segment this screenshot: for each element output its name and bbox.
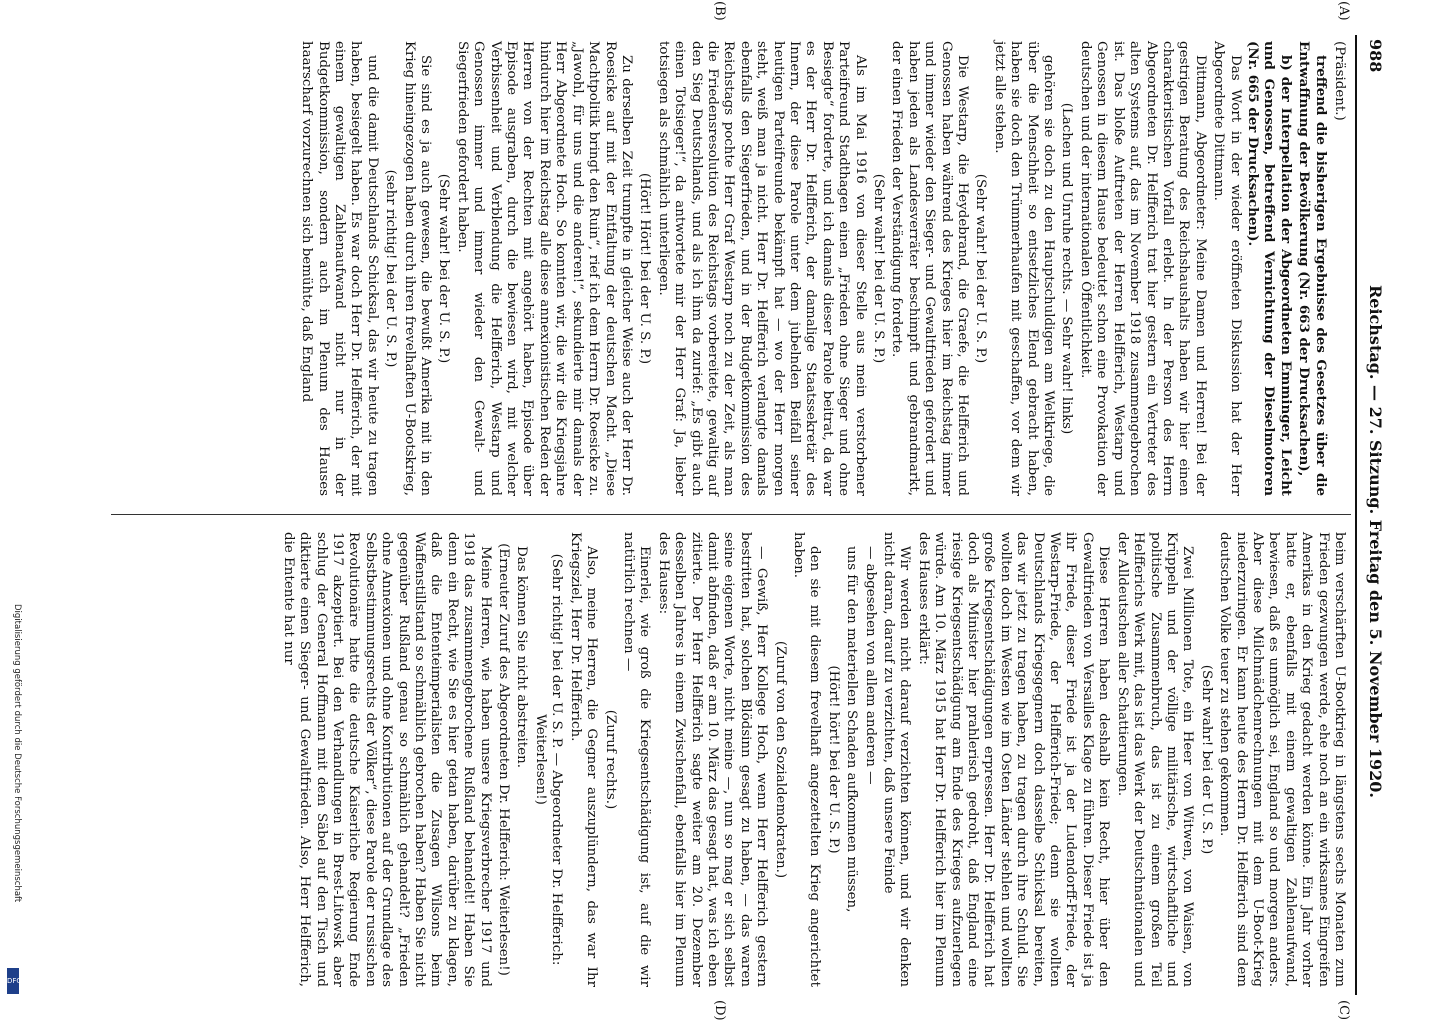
left-column-paragraph: Die Westarp, die Heydebrand, die Graefe, die Helfferich und Genossen haben während des Krieges hier im Reichstag immer und immer wieder den Sieger- und Gewaltfrieden gefordert und haben jeden als Landesverräter beschimpft und gebrandmarkt, der einen Frieden der Verständigung forderte. — [889, 41, 971, 496]
right-column-paragraph: (Hört! hört! bei der U. S. P.) — [825, 665, 841, 854]
right-column-paragraph: Meine Herren, wie haben unsere Kriegsverbrecher 1917 und 1918 das zusammengebrochene Rußland behandelt! Haben Sie denn ein Recht, wie Sie es hier getan haben, darüber zu klagen, daß die Ententeimperialisten die Zusagen Wilsons beim Waffenstillstand so schmählich gebrochen haben? Haben Sie nicht gegenüber Rußland genau so schmählich gehandelt? „Frieden ohne Annexionen und ohne Kontributionen auf der Grundlage des Selbstbestimmungsrechts der Völker“, diese Parole der russischen Revolutionäre hatte die deutsche Kaiserliche Regierung Ende 1917 akzeptiert. Bei den Verhandlungen in Brest-Litowsk aber schlug der General Hoffmann mit dem Säbel auf den Tisch und diktierte einen Sieger- und Gewaltfrieden. Also, Herr Helfferich, die Entente hat nur — [280, 532, 493, 987]
right-column-paragraph: (Sehr richtig! bei der U. S. P. — Abgeordneter Dr. Helfferich: Weiterlesen!) — [532, 553, 565, 966]
margin-letter-a: (A) — [1336, 1, 1351, 21]
left-column-paragraph: (Sehr wahr! bei der U. S. P.) — [436, 173, 452, 364]
margin-letter-b: (B) — [712, 1, 727, 21]
column-divider — [111, 514, 1351, 515]
header-rule — [1355, 35, 1357, 995]
page-number: 988 — [1366, 39, 1385, 73]
right-column-paragraph: uns für den materiellen Schaden aufkommen müssen, — [844, 546, 860, 913]
left-column-paragraph: Sie sind es ja auch gewesen, die bewußt Amerika mit in den Krieg hineingezogen haben durch ihren frevelhaften U-Bootskrieg, — [401, 41, 434, 497]
left-column-paragraph: b) der Interpellation der Abgeordneten Emminger, Leicht und Genossen, betreffend Vernichtung der Dieselmotoren (Nr. 665 der Drucksachen). — [1244, 41, 1294, 496]
right-column-paragraph: Also, meine Herren, die Gegner auszuplündern, das war Ihr Kriegsziel, Herr Dr. Helfferich. — [567, 532, 600, 987]
rotated-document-page — [97, 1, 1387, 1021]
left-column-paragraph: (Sehr wahr! bei der U. S. P.) — [973, 173, 989, 364]
page-header-title: Reichstag. — 27. Sitzung. Freitag den 5. November 1920. — [1366, 285, 1385, 798]
left-column-paragraph: (Hört! Hört! bei der U. S. P.) — [637, 172, 653, 365]
left-column-paragraph: treffend die bisherigen Ergebnisse des Gesetzes über die Entwaffnung der Bevölkerung (Nr. 663 der Drucksachen), — [1296, 41, 1329, 496]
digitization-credit — [10, 604, 22, 994]
digitization-credit-text: Digitalisierung gefördert durch die Deutsche Forschungsgemeinschaft — [12, 604, 22, 903]
left-column-paragraph: (Sehr wahr! bei der U. S. P.) — [871, 173, 887, 364]
right-column-paragraph: (Zuruf von den Sozialdemokraten.) — [772, 640, 788, 879]
right-column-paragraph: Einerlei, wie groß die Kriegsentschädigung ist, auf die wir natürlich rechnen — — [620, 532, 653, 987]
right-column-paragraph: Das können Sie nicht abstreiten. — [514, 546, 530, 768]
right-column-paragraph: — Gewiß, Herr Kollege Hoch, wenn Herr Helfferich gestern bestritten hat, solchen Blödsinn gesagt zu haben, — das waren seine eigenen Worte, nicht meine —, nun so mag er sich selbst damit abfinden, daß er am 10. März das gesagt hat, was ich eben zitierte. Der Herr Helfferich sagte weiter am 20. Dezember desselben Jahres in einem Zwischenfall, ebenfalls hier im Plenum des Hauses: — [655, 532, 770, 987]
left-column-paragraph: Als im Mai 1916 von dieser Stelle aus mein verstorbener Parteifreund Stadthagen einen „Frieden ohne Sieger und ohne Besiegte“ forderte, und ich damals dieser Parole beitrat, da war es der Herr Dr. Helfferich, der damalige Staatssekretär des Innern, der diese Parole unter dem jubelnden Beifall seiner heutigen Parteifreunde bekämpft hat — wo der Herr morgen steht, weiß man ja nicht. Herr Dr. Helfferich verlangte damals ebenfalls den Siegerfrieden, und in der Budgetkommission des Reichstags pochte Herr Graf Westarp noch zu der Zeit, als man die Friedensresolution des Reichstags vorbereitete, gewaltig auf den Sieg Deutschlands, und als ich ihm da zurief: „Es gibt auch einen Totsieger!“, da antwortete mir der Herr Graf: Ja, lieber totsiegen als schmählich unterliegen. — [655, 41, 868, 496]
dfg-logo: DFG — [7, 968, 19, 994]
right-column-paragraph: — abgesehen von allem anderen — — [862, 546, 878, 785]
right-column-paragraph: (Erneuter Zuruf des Abgeordneten Dr. Helfferich: Weiterlesen!) — [496, 543, 512, 976]
left-column-paragraph: (sehr richtig! bei der U. S. P.) — [383, 169, 399, 368]
right-column-paragraph: Zwei Millionen Tote, ein Heer von Witwen, von Waisen, von Krüppeln und der völlige militärische, wirtschaftliche und politische Zusammenbruch, das ist zu einem großen Teil Helfferichs Werk mit, das ist das Werk der Deutschnationalen und der Alldeutschen aller Schattierungen. — [1114, 532, 1196, 987]
left-column-paragraph: (Präsident.) — [1332, 41, 1347, 121]
right-text-column — [277, 532, 1347, 987]
left-column-paragraph: und die damit Deutschlands Schicksal, das wir heute zu tragen haben, besiegelt haben. Es war doch Herr Dr. Helfferich, der mit einem gewaltigen Zahlenaufwand nicht nur in der Budgetkommission, sondern auch im Plenum des Hauses haarscharf vorzurechnen sich bemühte, daß England — [299, 41, 380, 496]
right-column-paragraph: Wir werden nicht darauf verzichten können, und wir denken nicht daran, darauf zu verzichten, daß unsere Feinde — [881, 532, 913, 987]
left-column-paragraph: (Lachen und Unruhe rechts. — Sehr wahr! links) — [1059, 102, 1075, 435]
left-column-paragraph: Dittmann, Abgeordneter: Meine Damen und Herren! Bei der gestrigen Beratung des Reichshaushalts haben wir hier einen charakteristischen Vorfall erlebt. In der Person des Herrn Abgeordneten Dr. Helfferich trat hier gestern ein Vertreter des alten Systems auf, das im November 1918 zusammengebrochen ist. Das bloße Auftreten der Herren Helfferich, Westarp und Genossen in diesem Hause bedeutet schon eine Provokation der deutschen und der internationalen Öffentlichkeit. — [1077, 41, 1208, 496]
right-column-paragraph: den sie mit diesem frevelhaft angezettelten Krieg angerichtet haben. — [791, 532, 823, 987]
left-column-paragraph: Das Wort in der wieder eröffneten Diskussion hat der Herr Abgeordnete Dittmann. — [1211, 41, 1243, 496]
margin-letter-c: (C) — [1336, 1000, 1351, 1021]
right-column-paragraph: Diese Herren haben deshalb kein Recht, hier über den Gewaltfrieden von Versailles Klage zu führen. Dieser Friede ist ja ihr Friede, dieser Friede ist ja der Ludendorff-Friede, der Westarp-Friede, der Helfferich-Friede; denn sie wollten Deutschlands Kriegsgegnern doch dasselbe Schicksal bereiten, das wir jetzt zu tragen haben, zu tragen durch ihre Schuld. Sie wollten doch im Westen wie im Osten Länder stehlen und wollten große Kriegsentschädigungen erpressen. Herr Dr. Helfferich hat doch als Minister hier prahlerisch gedroht, daß England eine riesige Kriegsentschädigung am Ende des Krieges aufzuerlegen würde. Am 10. März 1915 hat Herr Dr. Helfferich hier im Plenum des Hauses erklärt: — [915, 532, 1112, 987]
page-header — [1361, 35, 1387, 995]
right-column-paragraph: beim verschärften U-Bootkrieg in längstens sechs Monaten zum Frieden gezwungen werde, ehe noch an ein wirksames Eingreifen Amerikas in den Krieg gedacht werden könne. Ein Jahr vorher hatte er, ebenfalls mit einem gewaltigen Zahlenaufwand, bewiesen, daß es unmöglich sei, England so und morgen anders. Aber diese Milchmädchenrechnungen mit dem U-Boot-Krieg niederzuringen. Er kann heute des Herrn Dr. Helfferich sind dem deutschen Volke teuer zu stehen gekommen. — [1217, 532, 1347, 987]
left-column-paragraph: Zu derselben Zeit trumpfte in gleicher Weise auch der Herr Dr. Roesicke auf mit der Entfaltung der deutschen Macht. „Diese Machtpolitik bringt den Ruin“, rief ich dem Herrn Dr. Roesicke zu. „Jawohl, für uns und die anderen!“, sekundierte mir damals der Herr Abgeordnete Hoch. So konnten wir, die wir die Kriegsjahre hindurch hier im Reichstag alle diese annexionistischen Reden der Herren von der Rechten mit angehört haben, Episode über Episode ausgraben, durch die bewiesen wird, mit welcher Verbissenheit und Verblendung die Helfferich, Westarp und Genossen immer und immer wieder den Gewalt- und Siegerfrieden gefordert haben. — [454, 41, 634, 496]
left-text-column — [296, 41, 1347, 496]
margin-letter-d: (D) — [712, 1000, 727, 1021]
right-column-paragraph: (Zuruf rechts.) — [602, 709, 618, 810]
right-column-paragraph: (Sehr wahr! bei der U. S. P.) — [1198, 664, 1214, 855]
left-column-paragraph: gehören sie doch zu den Hauptschuldigen am Weltkriege, die über die Menschheit so entsetzliches Elend gebracht haben, haben sie doch den Trümmerhaufen mit geschaffen, vor dem wir jetzt alle stehen. — [991, 41, 1057, 496]
